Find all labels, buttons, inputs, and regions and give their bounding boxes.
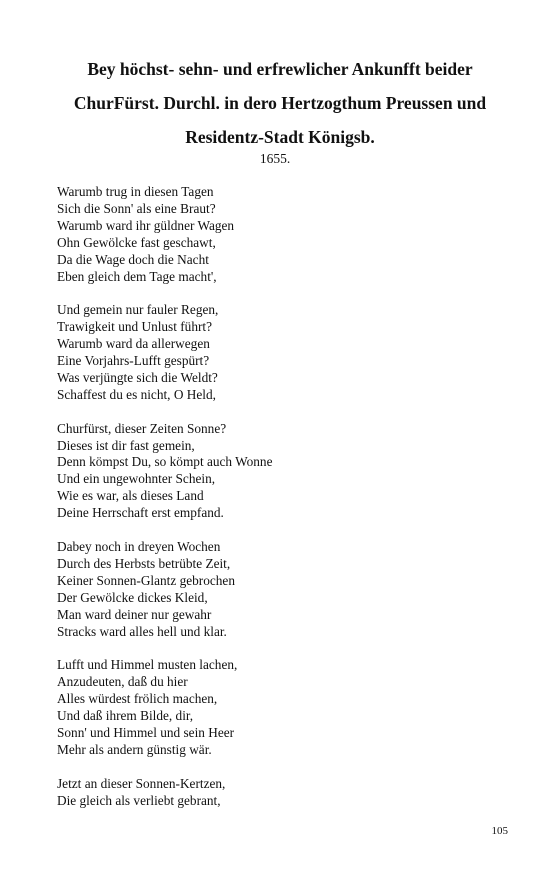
- verse-line: Der Gewölcke dickes Kleid,: [57, 589, 208, 605]
- page-number: 105: [491, 825, 508, 837]
- poem-year: 1655.: [259, 151, 291, 166]
- verse-line: Die gleich als verliebt gebrant,: [57, 792, 221, 808]
- stanza-2: [57, 302, 517, 403]
- verse-line: Durch des Herbsts betrübte Zeit,: [57, 555, 231, 571]
- verse-line: Sich die Sonn' als eine Braut?: [57, 200, 216, 216]
- title-line: ChurFürst. Durchl. in dero Hertzogthum Preussen und: [73, 93, 487, 113]
- verse-line: Mehr als andern günstig wär.: [57, 741, 212, 757]
- verse-line: Was verjüngte sich die Weldt?: [57, 369, 218, 385]
- verse-line: Und gemein nur fauler Regen,: [57, 302, 219, 318]
- verse-line: Eine Vorjahrs-Lufft gespürt?: [57, 353, 210, 369]
- stanza-3: [57, 421, 517, 522]
- verse-line: Und ein ungewohnter Schein,: [57, 471, 216, 487]
- verse-line: Deine Herrschaft erst empfand.: [57, 505, 224, 521]
- verse-line: Denn kömpst Du, so kömpt auch Wonne: [57, 454, 273, 470]
- verse-line: Und daß ihrem Bilde, dir,: [57, 708, 194, 724]
- verse-line: Eben gleich dem Tage macht',: [57, 268, 217, 284]
- verse-line: Lufft und Himmel musten lachen,: [57, 657, 238, 673]
- verse-line: Warumb ward da allerwegen: [57, 336, 210, 352]
- verse-line: Trawigkeit und Unlust führt?: [57, 319, 212, 335]
- stanza-1: [57, 184, 517, 285]
- stanza-4: [57, 539, 517, 640]
- verse-line: Stracks ward alles hell und klar.: [57, 623, 227, 639]
- verse-line: Sonn' und Himmel und sein Heer: [57, 724, 235, 740]
- verse-line: Warumb ward ihr güldner Wagen: [57, 217, 235, 233]
- poem-title: [20, 52, 540, 154]
- verse-line: Jetzt an dieser Sonnen-Kertzen,: [57, 775, 226, 791]
- stanza-6: [57, 776, 517, 810]
- verse-line: Dieses ist dir fast gemein,: [57, 437, 195, 453]
- verse-line: Alles würdest frölich machen,: [57, 691, 218, 707]
- verse-line: Da die Wage doch die Nacht: [57, 251, 209, 267]
- stanza-5: [57, 657, 517, 758]
- verse-line: Ohn Gewölcke fast geschawt,: [57, 234, 216, 250]
- verse-line: Wie es war, als dieses Land: [57, 488, 204, 504]
- verse-line: Keiner Sonnen-Glantz gebrochen: [57, 572, 235, 588]
- verse-line: Dabey noch in dreyen Wochen: [57, 538, 221, 554]
- verse-line: Schaffest du es nicht, O Held,: [57, 386, 216, 402]
- title-line: Bey höchst- sehn- und erfrewlicher Ankunfft beider: [87, 59, 473, 79]
- title-line: Residentz-Stadt Königsb.: [185, 127, 375, 147]
- verse-line: Man ward deiner nur gewahr: [57, 606, 212, 622]
- verse-line: Warumb trug in diesen Tagen: [57, 184, 214, 199]
- poem-body: [57, 184, 517, 826]
- verse-line: Anzudeuten, daß du hier: [57, 674, 188, 690]
- verse-line: Churfürst, dieser Zeiten Sonne?: [57, 420, 227, 436]
